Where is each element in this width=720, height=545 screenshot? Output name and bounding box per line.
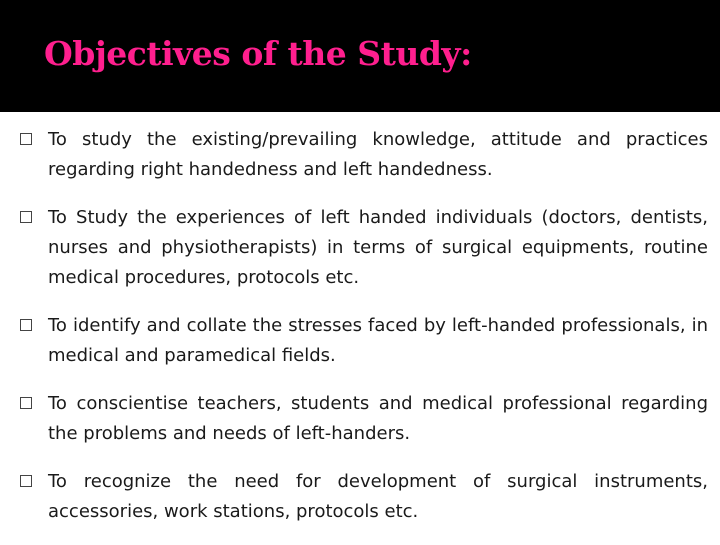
bullet-item <box>20 467 708 527</box>
bullet-item <box>20 203 708 293</box>
square-bullet-icon <box>20 397 32 409</box>
title-bar <box>0 0 720 112</box>
objectives-list <box>20 125 708 545</box>
square-bullet-icon <box>20 475 32 487</box>
bullet-text: To Study the experiences of left handed individuals (doctors, dentists, nurses and physiotherapists) in terms of surgical equipments, routine medical procedures, protocols etc. <box>48 207 708 288</box>
square-bullet-icon <box>20 319 32 331</box>
bullet-item <box>20 389 708 449</box>
square-bullet-icon <box>20 133 32 145</box>
slide-title: Objectives of the Study: <box>44 34 472 73</box>
bullet-text: To recognize the need for development of surgical instruments, accessories, work stations, protocols etc. <box>48 471 708 522</box>
bullet-text: To conscientise teachers, students and medical professional regarding the problems and needs of left-handers. <box>48 393 708 444</box>
bullet-text: To identify and collate the stresses faced by left-handed professionals, in medical and paramedical fields. <box>48 315 708 366</box>
bullet-item <box>20 311 708 371</box>
square-bullet-icon <box>20 211 32 223</box>
bullet-text: To study the existing/prevailing knowledge, attitude and practices regarding right handedness and left handedness. <box>48 129 708 180</box>
bullet-item <box>20 125 708 185</box>
